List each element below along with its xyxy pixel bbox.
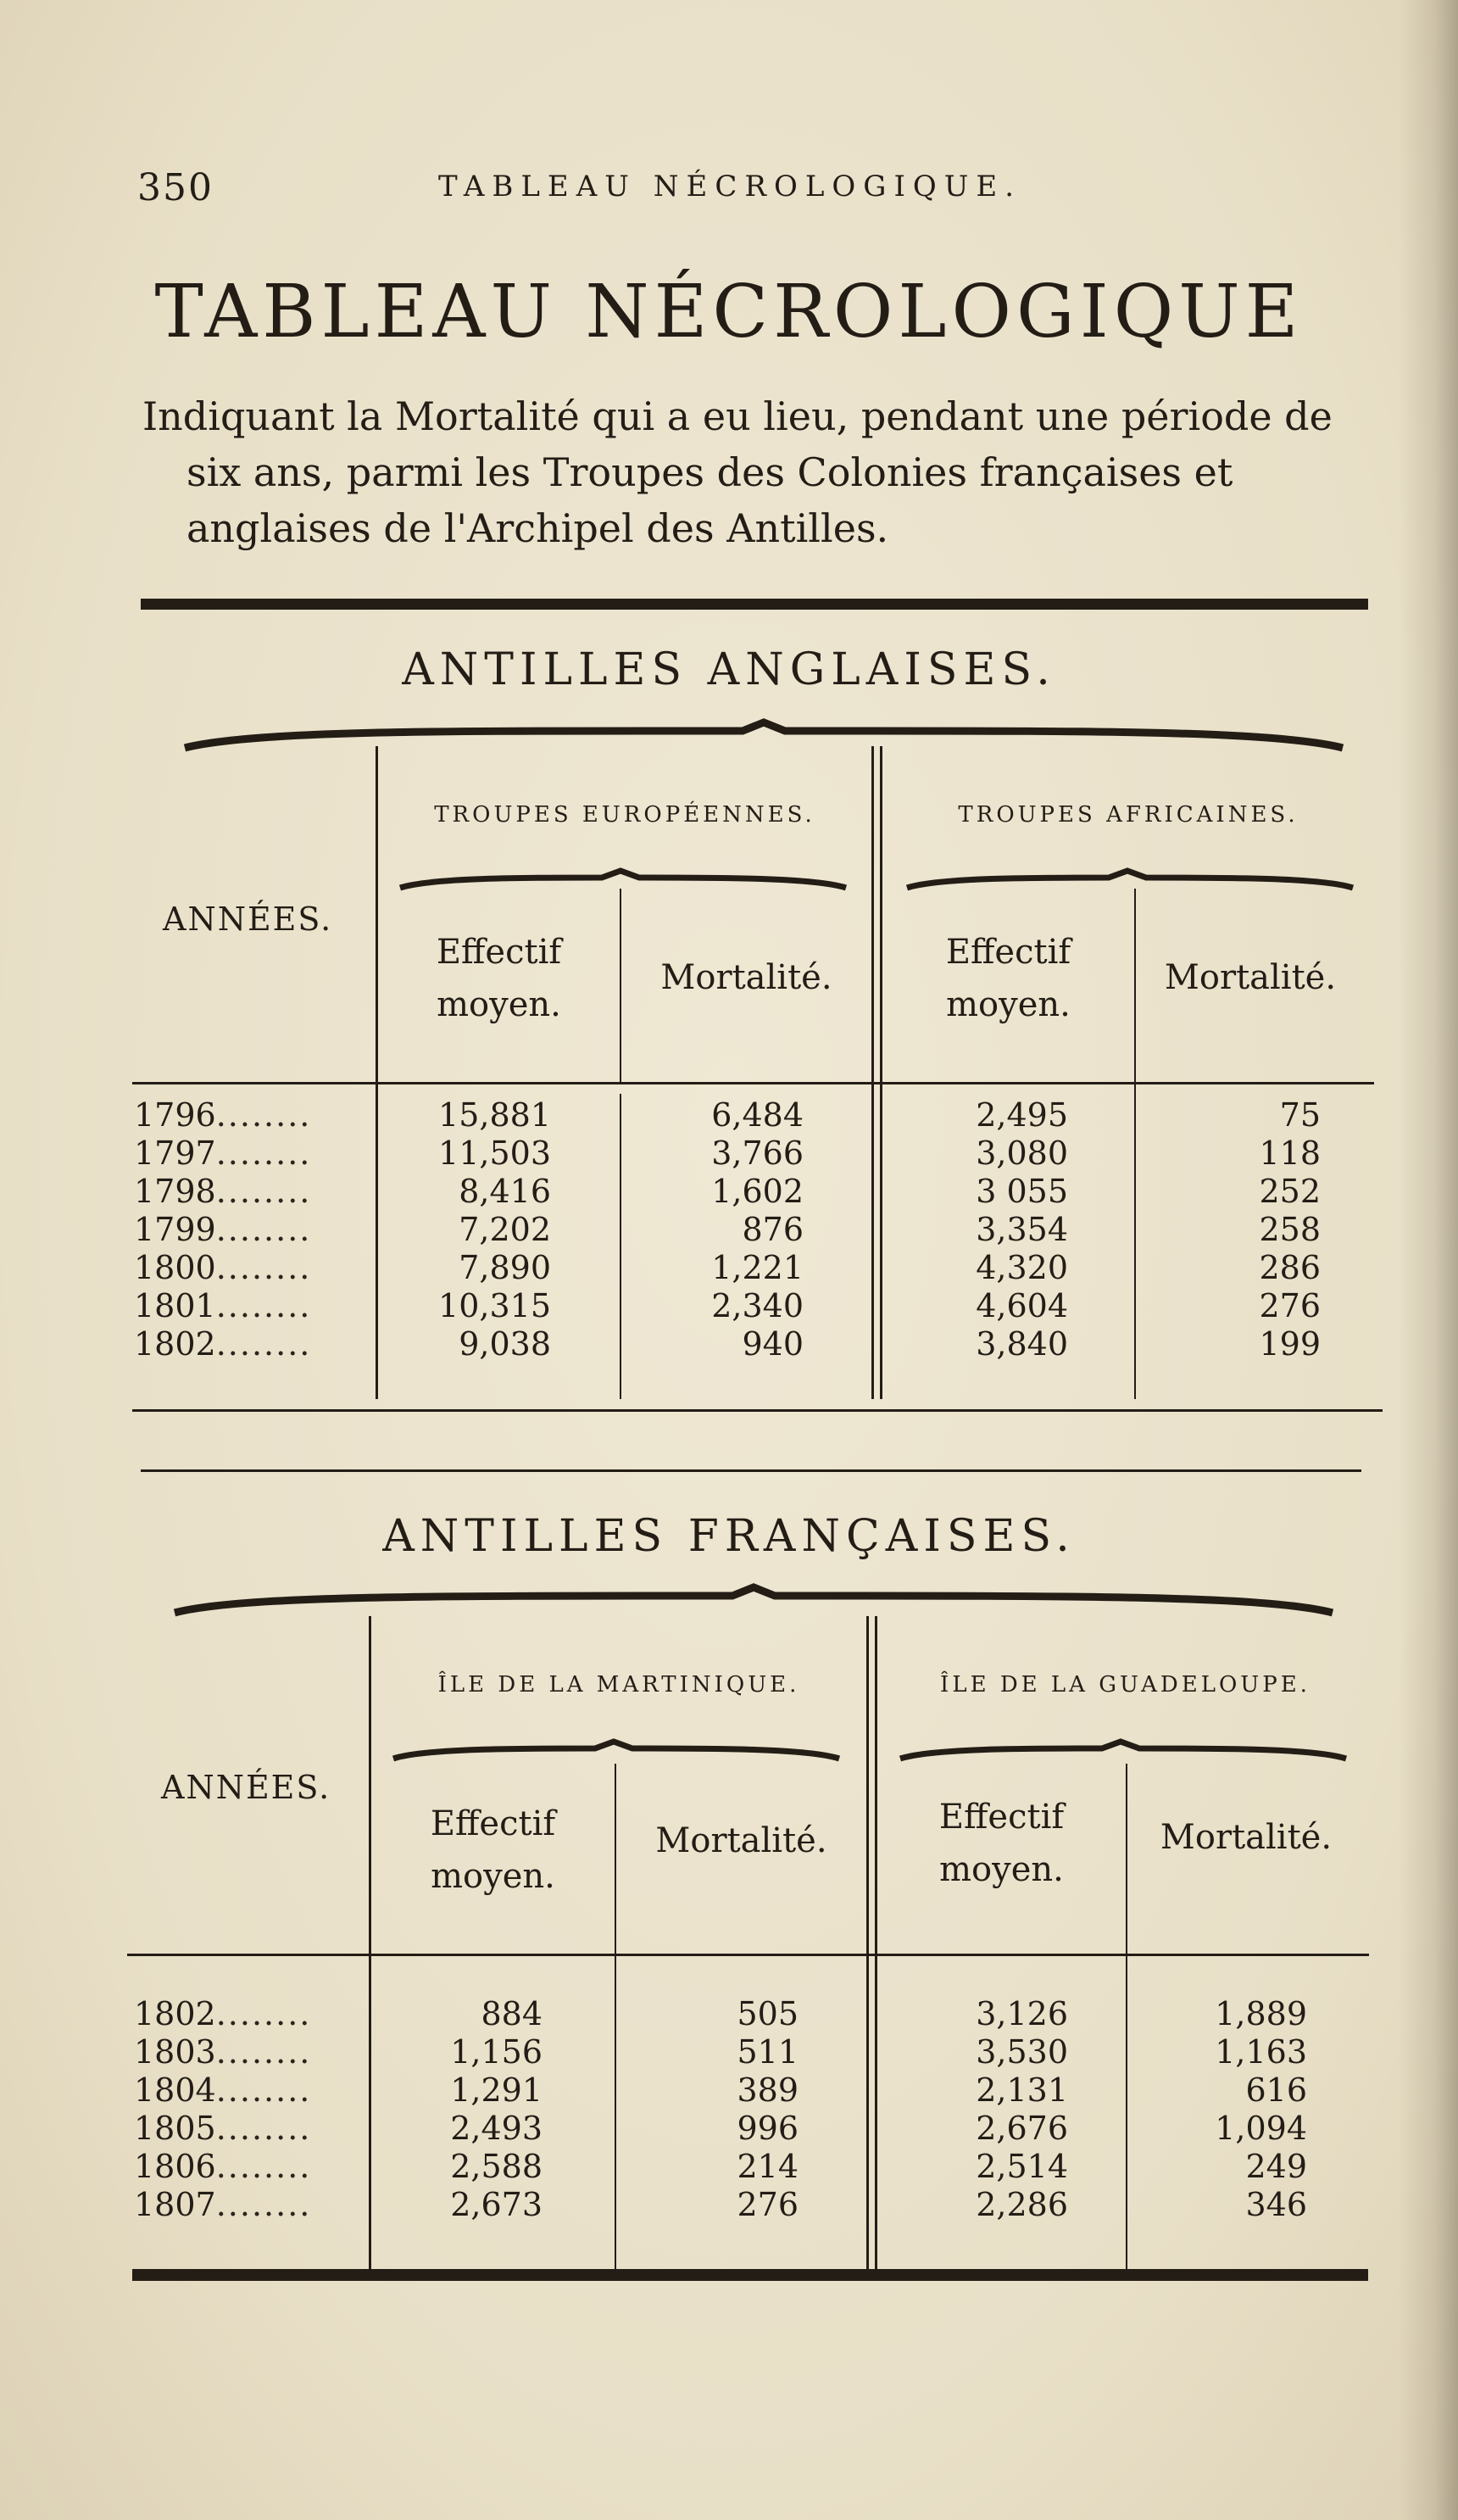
intro-paragraph	[142, 388, 1388, 556]
mortalite-value: 616	[1245, 2071, 1307, 2109]
mortalite-value: 996	[737, 2110, 799, 2147]
table-row	[134, 2147, 1372, 2186]
leader-dots: ........	[215, 2148, 312, 2185]
leader-dots: ........	[215, 1096, 312, 1134]
year-value: 1802	[134, 1325, 216, 1363]
years-header: ANNÉES.	[163, 900, 333, 938]
table-row	[134, 2109, 1372, 2148]
leader-dots: ........	[215, 1995, 312, 2032]
year-cell	[134, 2147, 311, 2186]
effectif-value: 4,604	[976, 1287, 1068, 1324]
bottom-rule	[132, 1409, 1383, 1412]
intro-line-1: Indiquant la Mortalité qui a eu lieu, pendant une période de	[142, 393, 1333, 439]
effectif-value: 2,286	[976, 2186, 1068, 2223]
mortalite-value: 75	[1279, 1096, 1321, 1134]
effectif-value: 15,881	[438, 1096, 551, 1134]
group-label-africaines: TROUPES AFRICAINES.	[958, 802, 1299, 828]
year-cell	[134, 2071, 311, 2110]
group-label-martinique: ÎLE DE LA MARTINIQUE.	[437, 1672, 800, 1698]
year-cell	[134, 2109, 311, 2148]
year-cell	[134, 1324, 311, 1363]
header-rule	[127, 1954, 1369, 1956]
col-label-moyen: moyen.	[431, 1857, 555, 1896]
year-value: 1796	[134, 1096, 216, 1134]
thick-rule-top	[141, 599, 1368, 610]
intro-line-3: anglaises de l'Archipel des Antilles.	[186, 505, 889, 551]
effectif-value: 2,131	[976, 2071, 1068, 2109]
year-cell	[134, 2185, 311, 2224]
effectif-value: 4,320	[976, 1249, 1068, 1286]
mortalite-value: 249	[1245, 2148, 1307, 2185]
leader-dots: ........	[215, 2033, 312, 2071]
year-value: 1799	[134, 1211, 216, 1248]
table-row	[134, 2185, 1372, 2224]
section-title-anglaises: ANTILLES ANGLAISES.	[402, 644, 1056, 695]
mortalite-value: 214	[737, 2148, 799, 2185]
mortalite-value: 1,094	[1215, 2110, 1307, 2147]
year-cell	[134, 1286, 311, 1325]
year-cell	[134, 1994, 311, 2033]
effectif-value: 11,503	[438, 1135, 551, 1172]
mortalite-value: 276	[737, 2186, 799, 2223]
effectif-value: 3,080	[976, 1135, 1068, 1172]
effectif-value: 1,291	[450, 2071, 543, 2109]
col-label-moyen: moyen.	[946, 985, 1071, 1024]
table-row	[134, 1210, 1372, 1249]
mortalite-value: 286	[1259, 1249, 1321, 1286]
year-cell	[134, 1134, 311, 1173]
col-label-moyen: moyen.	[437, 985, 561, 1024]
running-title: TABLEAU NÉCROLOGIQUE.	[438, 170, 1022, 203]
mortalite-value: 1,889	[1215, 1995, 1307, 2032]
mortalite-value: 876	[742, 1211, 804, 1248]
leader-dots: ........	[215, 1249, 312, 1286]
year-cell	[134, 1096, 311, 1135]
group-label-europeennes: TROUPES EUROPÉENNES.	[434, 802, 815, 828]
table-row	[134, 1286, 1372, 1325]
table-row	[134, 2071, 1372, 2110]
years-header: ANNÉES.	[161, 1769, 331, 1806]
year-value: 1805	[134, 2110, 216, 2147]
leader-dots: ........	[215, 1211, 312, 1248]
brace-europeennes	[398, 869, 848, 895]
col-mortalite: Mortalité.	[1164, 958, 1337, 997]
col-label-moyen: moyen.	[939, 1850, 1064, 1889]
group-label-guadeloupe: ÎLE DE LA GUADELOUPE.	[940, 1672, 1311, 1698]
year-value: 1801	[134, 1287, 216, 1324]
leader-dots: ........	[215, 1173, 312, 1210]
section-title-francaises: ANTILLES FRANÇAISES.	[382, 1511, 1076, 1562]
table-row	[134, 1172, 1372, 1211]
mortalite-value: 276	[1259, 1287, 1321, 1324]
mortalite-value: 6,484	[711, 1096, 804, 1134]
mortalite-value: 2,340	[711, 1287, 804, 1324]
leader-dots: ........	[215, 1287, 312, 1324]
effectif-value: 3,530	[976, 2033, 1068, 2071]
thin-rule	[141, 1469, 1361, 1472]
effectif-value: 2,495	[976, 1096, 1068, 1134]
effectif-value: 2,493	[450, 2110, 543, 2147]
effectif-value: 3,126	[976, 1995, 1068, 2032]
effectif-value: 2,673	[450, 2186, 543, 2223]
col-effectif-moyen	[378, 926, 620, 1031]
table-row	[134, 1248, 1372, 1287]
year-value: 1807	[134, 2186, 216, 2223]
table-row	[134, 2032, 1372, 2071]
year-cell	[134, 2032, 311, 2071]
brace-section-1	[183, 721, 1344, 755]
brace-martinique	[392, 1740, 841, 1765]
year-value: 1802	[134, 1995, 216, 2032]
effectif-value: 2,514	[976, 2148, 1068, 2185]
table-row	[134, 1096, 1372, 1135]
col-effectif-moyen	[371, 1798, 615, 1903]
effectif-value: 3,840	[976, 1325, 1068, 1363]
effectif-value: 8,416	[459, 1173, 551, 1210]
leader-dots: ........	[215, 2110, 312, 2147]
effectif-value: 884	[481, 1995, 543, 2032]
page-gutter-shadow	[1399, 0, 1458, 2520]
effectif-value: 10,315	[438, 1287, 551, 1324]
leader-dots: ........	[215, 1135, 312, 1172]
page-number: 350	[137, 166, 214, 209]
mortalite-value: 118	[1259, 1135, 1321, 1172]
effectif-value: 3,354	[976, 1211, 1068, 1248]
col-label-effectif: Effectif	[945, 933, 1071, 972]
col-label-effectif: Effectif	[430, 1804, 556, 1843]
leader-dots: ........	[215, 1325, 312, 1363]
intro-line-2: six ans, parmi les Troupes des Colonies françaises et	[186, 449, 1233, 495]
brace-africaines	[905, 869, 1355, 895]
mortalite-value: 258	[1259, 1211, 1321, 1248]
brace-guadeloupe	[899, 1740, 1348, 1765]
brace-section-2	[173, 1586, 1334, 1620]
effectif-value: 7,202	[459, 1211, 551, 1248]
effectif-value: 2,676	[976, 2110, 1068, 2147]
col-mortalite: Mortalité.	[655, 1821, 827, 1860]
main-title: TABLEAU NÉCROLOGIQUE	[154, 270, 1304, 354]
mortalite-value: 940	[742, 1325, 804, 1363]
running-head	[137, 166, 1070, 226]
effectif-value: 3 055	[976, 1173, 1068, 1210]
year-value: 1798	[134, 1173, 216, 1210]
table-row	[134, 1134, 1372, 1173]
effectif-value: 2,588	[450, 2148, 543, 2185]
effectif-value: 9,038	[459, 1325, 551, 1363]
mortalite-value: 1,221	[711, 1249, 804, 1286]
mortalite-value: 505	[737, 1995, 799, 2032]
effectif-value: 7,890	[459, 1249, 551, 1286]
year-value: 1804	[134, 2071, 216, 2109]
year-value: 1806	[134, 2148, 216, 2185]
year-cell	[134, 1210, 311, 1249]
thick-rule-bottom	[132, 2269, 1368, 2281]
effectif-value: 1,156	[450, 2033, 543, 2071]
mortalite-value: 252	[1259, 1173, 1321, 1210]
year-cell	[134, 1172, 311, 1211]
year-value: 1803	[134, 2033, 216, 2071]
mortalite-value: 389	[737, 2071, 799, 2109]
leader-dots: ........	[215, 2071, 312, 2109]
leader-dots: ........	[215, 2186, 312, 2223]
year-value: 1800	[134, 1249, 216, 1286]
col-effectif-moyen	[882, 926, 1134, 1031]
year-value: 1797	[134, 1135, 216, 1172]
col-effectif-moyen	[877, 1791, 1126, 1896]
mortalite-value: 1,602	[711, 1173, 804, 1210]
col-label-effectif: Effectif	[938, 1798, 1065, 1837]
col-label-effectif: Effectif	[436, 933, 562, 972]
mortalite-value: 511	[737, 2033, 799, 2071]
mortalite-value: 346	[1245, 2186, 1307, 2223]
table-row	[134, 1324, 1372, 1363]
mortalite-value: 199	[1259, 1325, 1321, 1363]
header-rule	[132, 1082, 1374, 1084]
col-mortalite: Mortalité.	[1160, 1818, 1333, 1857]
mortalite-value: 3,766	[711, 1135, 804, 1172]
table-row	[134, 1994, 1372, 2033]
year-cell	[134, 1248, 311, 1287]
mortalite-value: 1,163	[1215, 2033, 1307, 2071]
col-mortalite: Mortalité.	[660, 958, 832, 997]
